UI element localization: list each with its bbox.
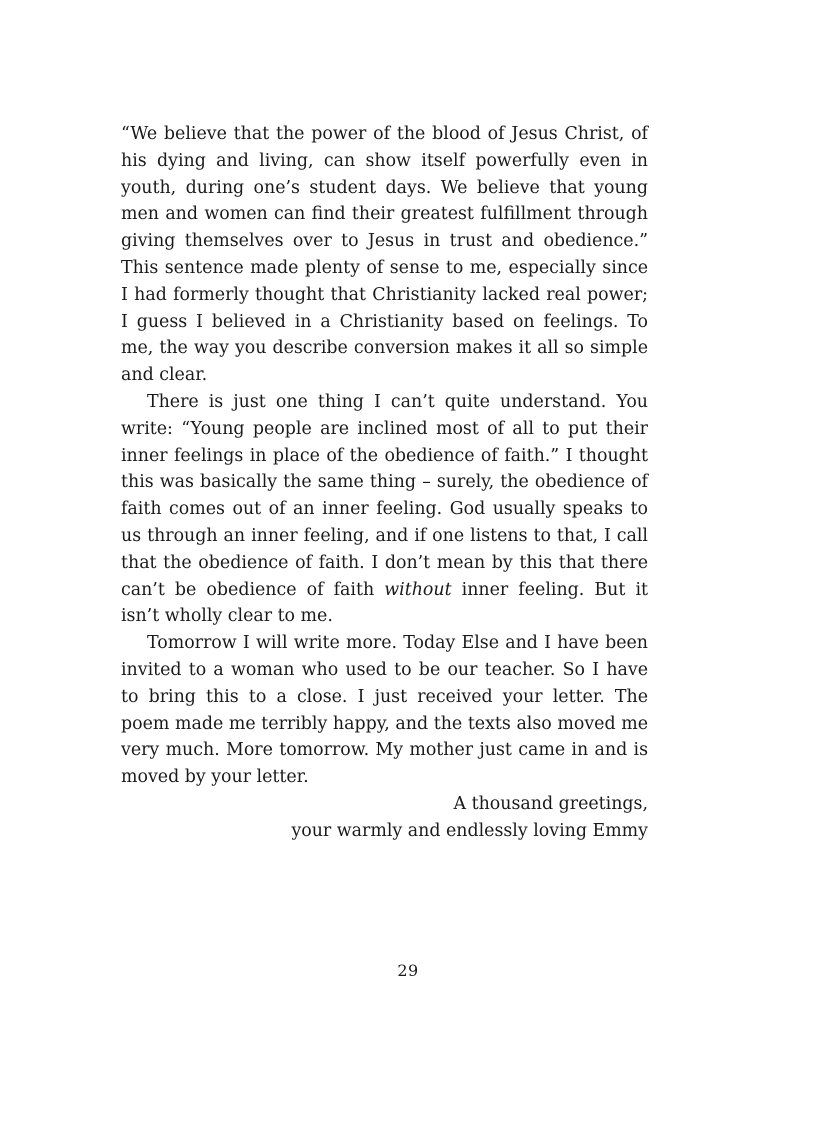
paragraph-3: Tomorrow I will write more. Today Else and I have been invited to a woman who used to be our teacher. So I have to bring this to a close. I just received your letter. The poem made me terribly happy, and the texts also moved me very much. More tomorrow. My mother just came in and is moved by your letter. [121,633,648,788]
page-number: 29 [397,961,419,980]
paragraph-2 [121,389,648,630]
closing-greeting: A thousand greetings, [453,793,648,814]
paragraph-2-text-b: inner feeling. But it isn’t wholly clear to me. [121,579,649,627]
letter-body [121,121,648,845]
paragraph-1: “We believe that the power of the blood of Jesus Christ, of his dying and living, can show itself powerfully even in youth, during one’s student days. We believe that young men and women can find their greatest fulfillment through giving themselves over to Jesus in trust and obedience.” This sentence made plenty of sense to me, especially since I had formerly thought that Christianity lacked real power; I guess I believed in a Christianity based on feelings. To me, the way you describe conversion makes it all so simple and clear. [121,124,648,386]
paragraph-2-text-a: There is just one thing I can’t quite understand. You write: “Young people are inclined most of all to put their inner feelings in place of the obedience of faith.” I thought this was basically the same thing – surely, the obedience of faith comes out of an inner feeling. God usually speaks to us through an inner feeling, and if one listens to that, I call that the obedience of faith. I don’t mean by this that there can’t be obedience of faith [121,391,648,600]
closing-signature: your warmly and endlessly loving Emmy [291,820,648,841]
emphasis-without: without [384,579,452,600]
